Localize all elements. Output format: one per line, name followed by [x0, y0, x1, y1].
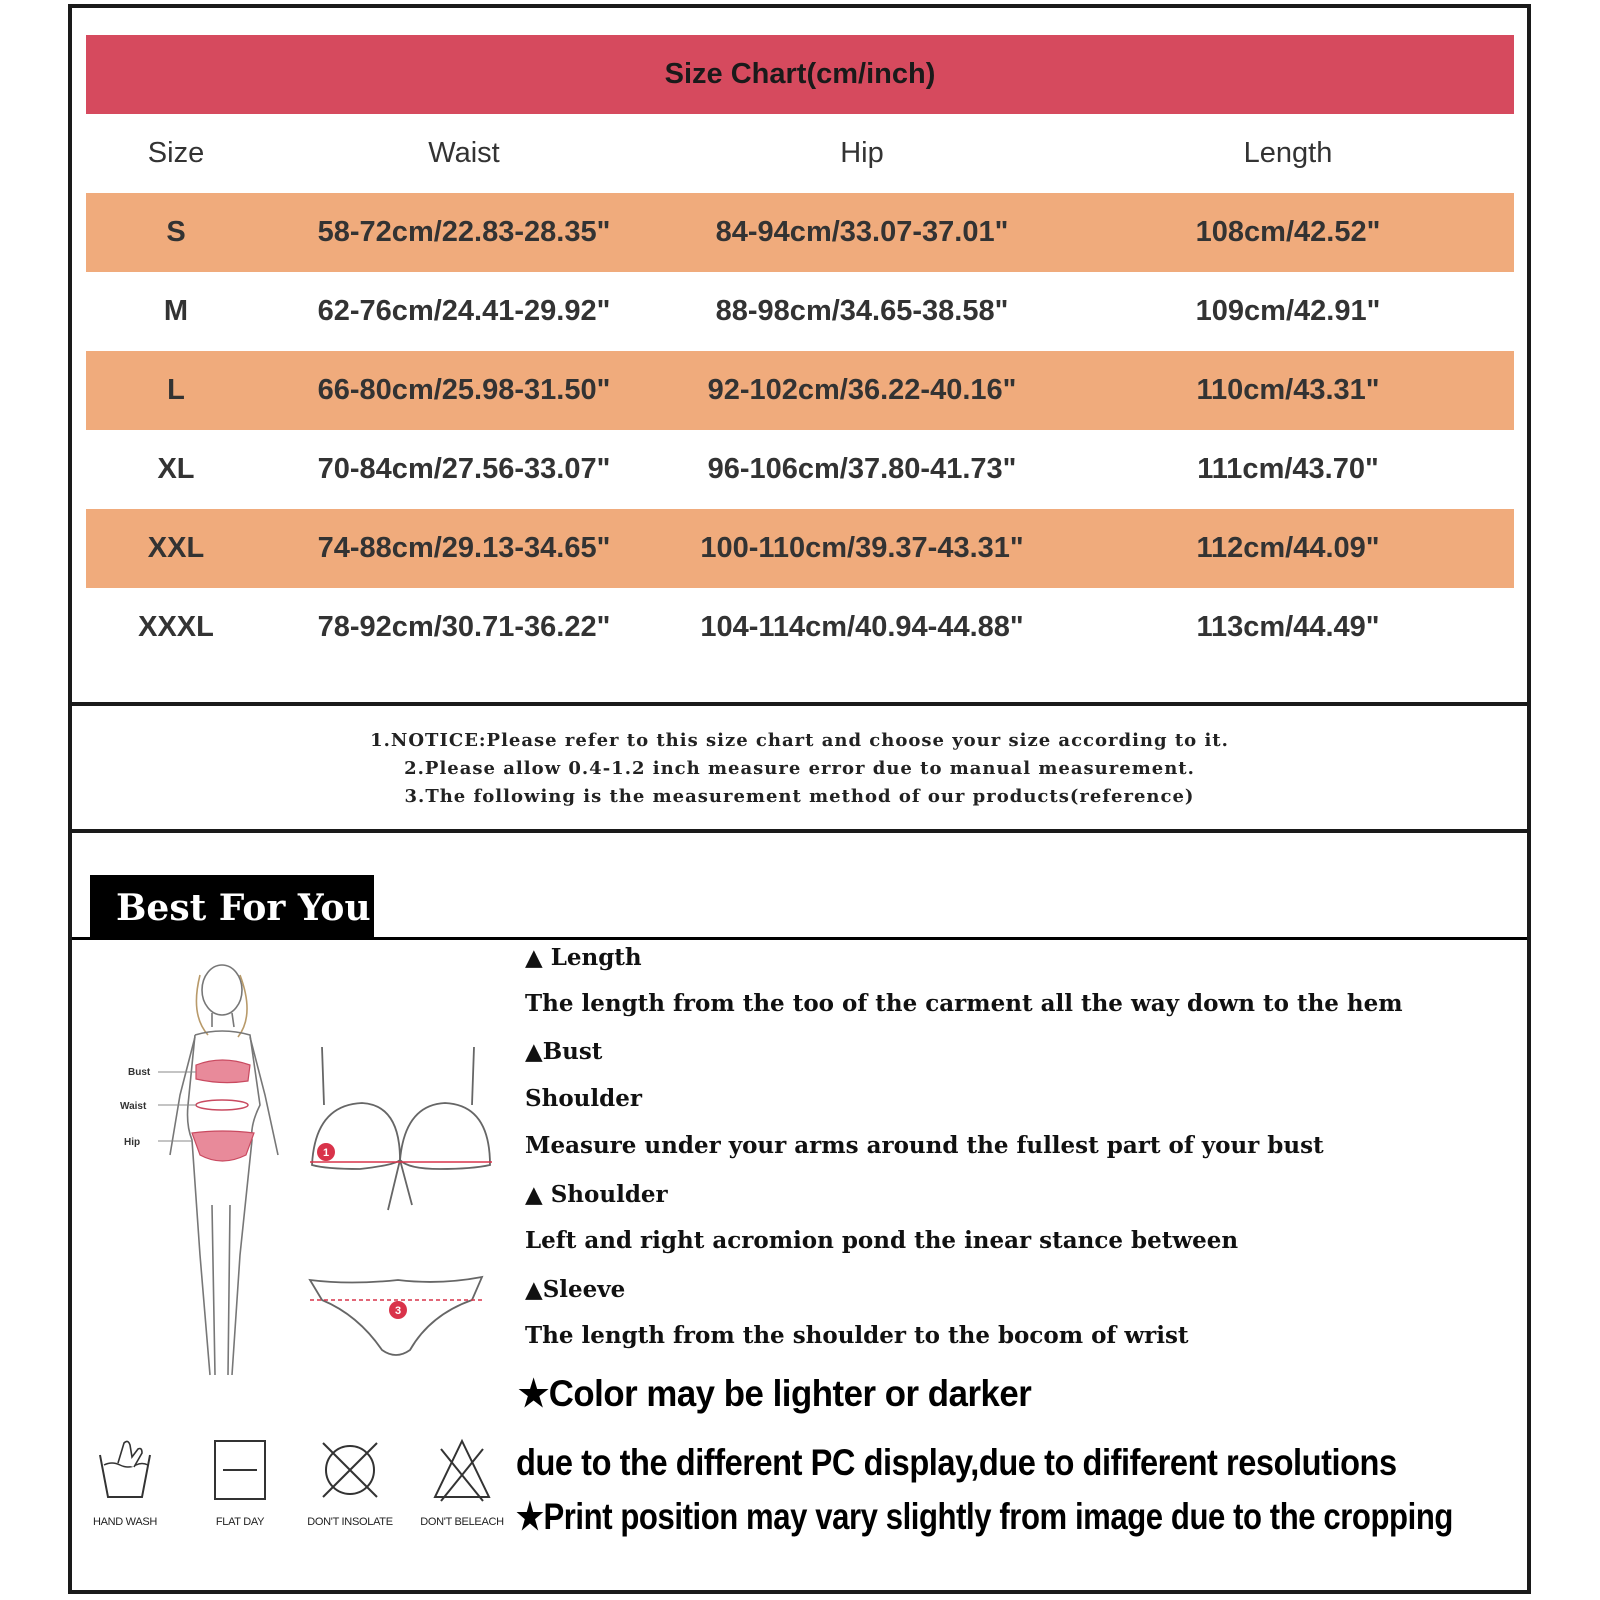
- flat-dry: [190, 1435, 290, 1528]
- header-hip: Hip: [840, 137, 884, 169]
- table-row: [86, 272, 1514, 351]
- bust-heading: ▲Bust: [525, 1038, 603, 1065]
- display-note: due to the different PC display,due to dififerent resolutions: [516, 1442, 1397, 1483]
- length-cell: 109cm/42.91": [1195, 295, 1381, 327]
- section-divider: [68, 702, 1531, 706]
- notice-block: [72, 727, 1527, 811]
- bust-band: [196, 1060, 250, 1083]
- dont-insolate: [300, 1435, 400, 1528]
- woman-figure-icon: [170, 965, 278, 1375]
- waist-cell: 58-72cm/22.83-28.35": [317, 216, 611, 248]
- waist-cell: 70-84cm/27.56-33.07": [317, 453, 611, 485]
- size-cell: M: [163, 295, 189, 327]
- print-note: ★Print position may vary slightly from image due to the cropping: [516, 1496, 1453, 1537]
- length-cell: 113cm/44.49": [1196, 611, 1380, 643]
- hip-cell: 88-98cm/34.65-38.58": [715, 295, 1009, 327]
- bust-label: Bust: [128, 1067, 151, 1078]
- hand-wash-icon: [90, 1435, 160, 1505]
- marker-3-label: 3: [394, 1305, 402, 1317]
- dont-insolate-label: DON'T INSOLATE: [307, 1516, 393, 1528]
- section-divider: [68, 829, 1531, 833]
- waist-band: [196, 1100, 248, 1110]
- measurement-illustration: [100, 955, 500, 1415]
- notice-line: 2.Please allow 0.4-1.2 inch measure error due to manual measurement.: [404, 758, 1195, 779]
- dont-bleach: [412, 1435, 512, 1528]
- length-cell: 112cm/44.09": [1196, 532, 1380, 564]
- table-row: [86, 509, 1514, 588]
- shoulder-description: Left and right acromion pond the inear stance between: [525, 1227, 1239, 1254]
- bikini-top-icon: [312, 1047, 490, 1210]
- hip-cell: 92-102cm/36.22-40.16": [707, 374, 1017, 406]
- waist-cell: 74-88cm/29.13-34.65": [317, 532, 611, 564]
- flat-dry-icon: [205, 1435, 275, 1505]
- size-cell: XXXL: [138, 611, 214, 643]
- bust-description: Measure under your arms around the fullest part of your bust: [525, 1132, 1324, 1159]
- header-length: Length: [1243, 137, 1333, 169]
- header-size: Size: [147, 137, 205, 169]
- table-row: [86, 351, 1514, 430]
- table-row: [86, 430, 1514, 509]
- hip-cell: 104-114cm/40.94-44.88": [700, 611, 1024, 643]
- header-waist: Waist: [428, 137, 500, 169]
- color-note: ★Color may be lighter or darker: [518, 1373, 1032, 1414]
- size-cell: S: [166, 216, 186, 248]
- dont-bleach-label: DON'T BELEACH: [420, 1516, 504, 1528]
- hip-cell: 100-110cm/39.37-43.31": [700, 532, 1024, 564]
- dont-insolate-icon: [315, 1435, 385, 1505]
- sleeve-description: The length from the shoulder to the bocom of wrist: [525, 1322, 1189, 1349]
- bust-subheading: Shoulder: [525, 1085, 642, 1112]
- size-cell: XL: [157, 453, 195, 485]
- hip-cell: 84-94cm/33.07-37.01": [715, 216, 1009, 248]
- size-chart-title: Size Chart(cm/inch): [86, 35, 1514, 114]
- size-cell: L: [167, 374, 185, 406]
- notice-line: 1.NOTICE:Please refer to this size chart and choose your size according to it.: [370, 730, 1229, 751]
- flat-dry-label: FLAT DAY: [215, 1516, 265, 1528]
- size-cell: XXL: [147, 532, 205, 564]
- length-cell: 108cm/42.52": [1195, 216, 1381, 248]
- hip-label: Hip: [124, 1137, 141, 1148]
- hand-wash-label: HAND WASH: [92, 1516, 158, 1528]
- waist-cell: 62-76cm/24.41-29.92": [317, 295, 611, 327]
- dont-bleach-icon: [427, 1435, 497, 1505]
- marker-1-label: 1: [322, 1147, 330, 1159]
- length-cell: 110cm/43.31": [1196, 374, 1380, 406]
- hand-wash: [75, 1435, 175, 1528]
- table-row: [86, 588, 1514, 667]
- table-header-row: [86, 114, 1514, 193]
- heading-rule: [72, 937, 1527, 940]
- notice-line: 3.The following is the measurement method of our products(reference): [404, 786, 1195, 807]
- length-cell: 111cm/43.70": [1197, 453, 1379, 485]
- length-heading: ▲ Length: [525, 944, 642, 971]
- waist-cell: 78-92cm/30.71-36.22": [317, 611, 611, 643]
- table-row: [86, 193, 1514, 272]
- length-description: The length from the too of the carment all the way down to the hem: [525, 990, 1403, 1017]
- shoulder-heading: ▲ Shoulder: [525, 1181, 668, 1208]
- waist-cell: 66-80cm/25.98-31.50": [317, 374, 611, 406]
- best-for-you-heading: Best For You: [90, 875, 374, 940]
- waist-label: Waist: [120, 1101, 147, 1112]
- hip-cell: 96-106cm/37.80-41.73": [707, 453, 1017, 485]
- figure-svg: [100, 955, 500, 1415]
- sleeve-heading: ▲Sleeve: [525, 1276, 626, 1303]
- hip-band: [192, 1131, 254, 1161]
